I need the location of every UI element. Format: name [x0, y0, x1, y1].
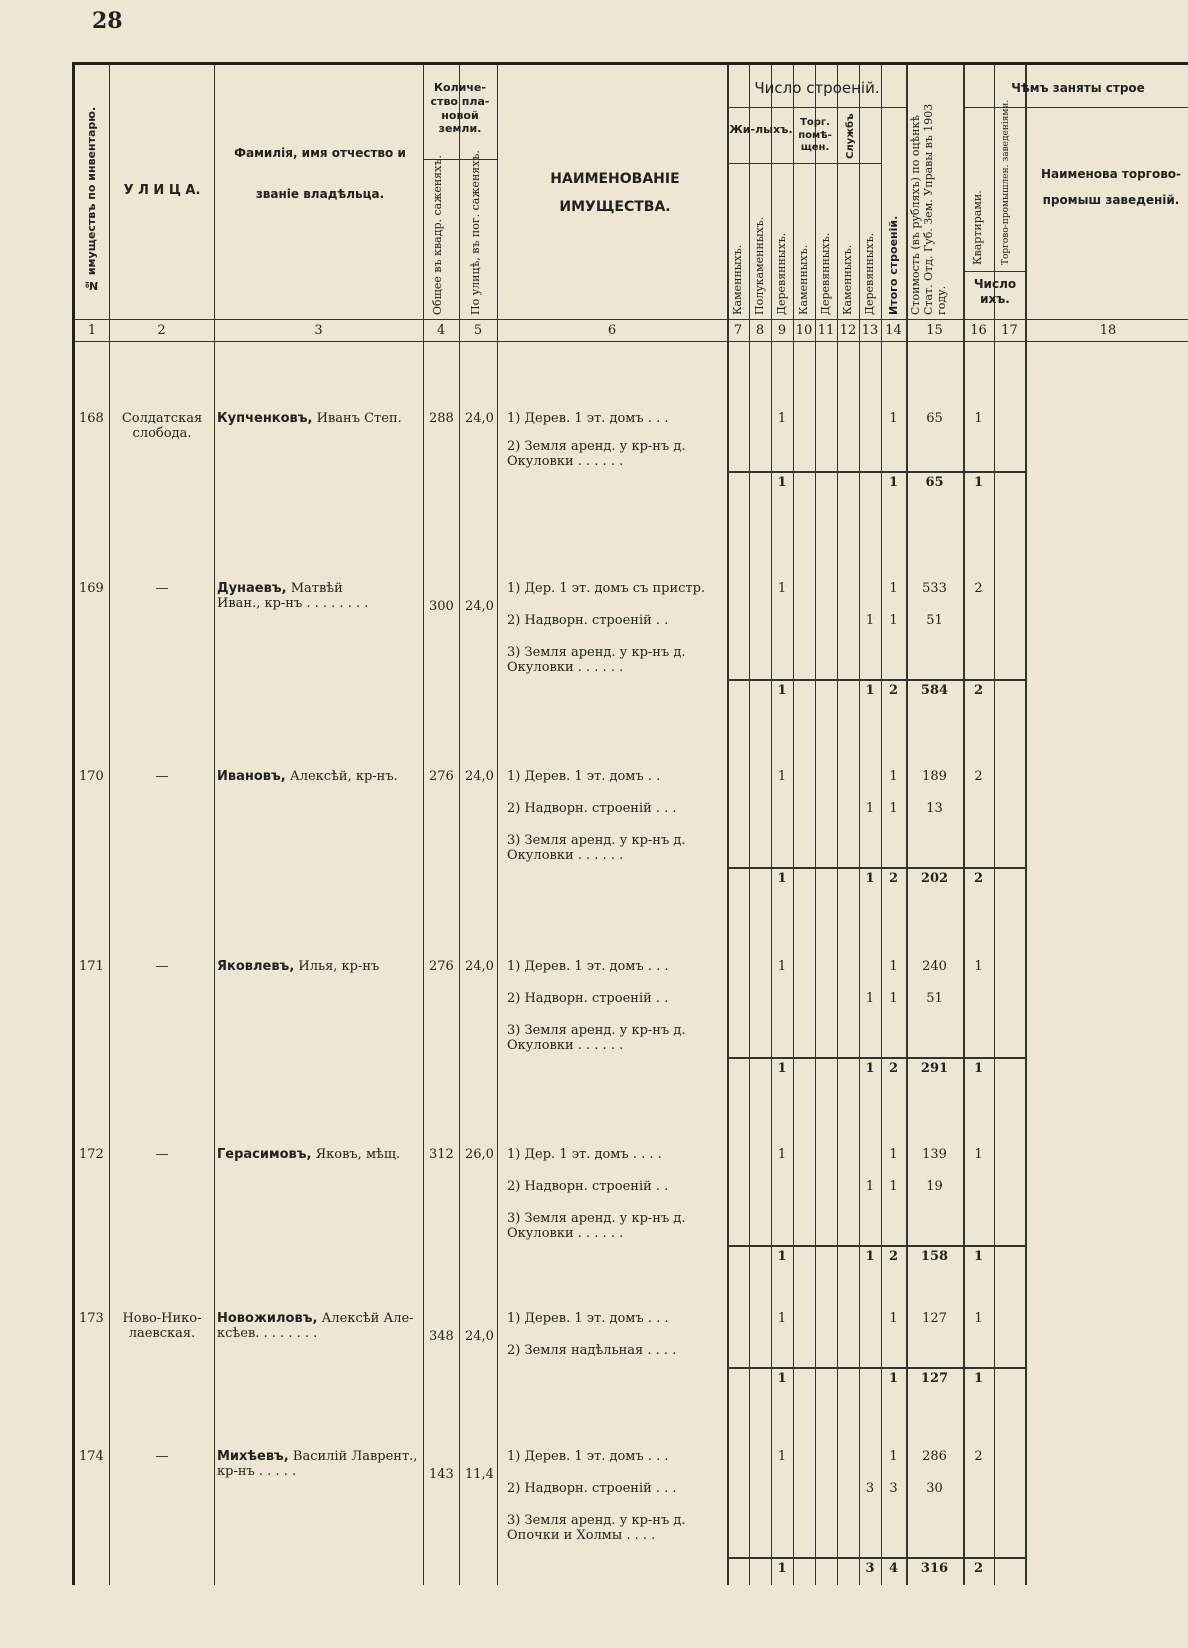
item-count: 2: [974, 769, 983, 784]
subtotal-rule: [727, 1057, 1027, 1059]
row-front: 24,0: [465, 599, 494, 614]
owner-name: Василій Лаврент., кр-нъ . . . . .: [217, 1449, 418, 1479]
item-value: 139: [922, 1147, 947, 1162]
item-value: 30: [926, 1481, 943, 1496]
col-rule: [459, 65, 460, 1585]
row-street: —: [155, 769, 169, 784]
owner-name: Матвѣй Иван., кр-нъ . . . . . . . .: [217, 581, 369, 611]
col-rule: [771, 65, 772, 1585]
item-count: 2: [974, 1449, 983, 1464]
item-value: 127: [922, 1311, 947, 1326]
item-count: 1: [974, 1311, 983, 1326]
col-number: 1: [87, 323, 97, 338]
header-inventory-number: № имуществъ по инвентарю.: [85, 106, 98, 292]
total-count: 2: [973, 683, 984, 698]
subtotal-rule: [727, 1557, 1027, 1559]
header-halfstone-res: Полукаменныхъ.: [753, 216, 766, 315]
item-wooden: 1: [777, 411, 787, 426]
col-rule: [109, 65, 110, 1585]
header-stone-service: Каменныхъ.: [841, 244, 854, 315]
row-front: 24,0: [465, 769, 494, 784]
item-wooden-service: 3: [865, 1481, 875, 1496]
row-number: 172: [79, 1147, 104, 1162]
col-number: 5: [473, 323, 483, 338]
header-rule: [75, 319, 1188, 320]
total-wooden: 1: [777, 1061, 787, 1076]
row-street: —: [155, 581, 169, 596]
subtotal-rule: [727, 867, 1027, 869]
item-wooden: 1: [777, 1147, 787, 1162]
header-stone-res: Каменныхъ.: [731, 244, 744, 315]
header-total-buildings: Итого строеній.: [887, 215, 900, 315]
header-rule: [727, 163, 881, 164]
row-street: —: [155, 1147, 169, 1162]
header-wooden-trade: Деревянныхъ.: [819, 232, 832, 315]
header-rule: [963, 271, 1025, 272]
col-number: 6: [607, 323, 617, 338]
row-area: 143: [429, 1467, 454, 1482]
item-text: 1) Дерев. 1 эт. домъ . . .: [507, 411, 669, 426]
row-area: 288: [429, 411, 454, 426]
item-value: 286: [922, 1449, 947, 1464]
item-total: 1: [889, 613, 898, 628]
owner-name: Алексѣй Але-ксѣев. . . . . . . .: [217, 1311, 414, 1341]
col-rule: [1025, 65, 1027, 1585]
col-number: 10: [795, 323, 813, 338]
item-value: 19: [926, 1179, 943, 1194]
total-buildings: 4: [888, 1561, 899, 1576]
col-number: 9: [777, 323, 787, 338]
col-number: 15: [926, 323, 943, 338]
total-wooden: 1: [777, 1249, 787, 1264]
total-buildings: 1: [888, 1371, 899, 1386]
total-buildings: 1: [888, 475, 899, 490]
header-value: Стоимость (въ рубляхъ) по оцѣнкѣ Стат. Отд. Губ. Зем. Управы въ 1903 году.: [909, 103, 948, 315]
item-text: 3) Земля аренд. у кр-нъ д. Окуловки . . . . . .: [507, 833, 686, 863]
total-wooden-service: 1: [865, 1061, 875, 1076]
item-total: 1: [889, 1311, 898, 1326]
row-front: 24,0: [465, 959, 494, 974]
total-buildings: 2: [888, 871, 899, 886]
total-value: 584: [920, 683, 949, 698]
owner-name: Иванъ Степ.: [316, 411, 402, 426]
item-wooden-service: 1: [865, 801, 875, 816]
header-property-name: НАИМЕНОВАНІЕ ИМУЩЕСТВА.: [550, 171, 680, 215]
row-front: 24,0: [465, 1329, 494, 1344]
subtotal-rule: [727, 471, 1027, 473]
item-text: 1) Дерев. 1 эт. домъ . . .: [507, 1449, 669, 1464]
owner-surname: Герасимовъ,: [217, 1147, 312, 1162]
item-text: 1) Дерев. 1 эт. домъ . . .: [507, 1311, 669, 1326]
header-buildings: Число строеній.: [754, 79, 880, 97]
col-number: 12: [839, 323, 857, 338]
row-front: 24,0: [465, 411, 494, 426]
header-trade-rooms: Торг. помѣ-щен.: [798, 117, 832, 153]
col-number: 16: [970, 323, 987, 338]
col-rule: [815, 65, 816, 1585]
col-rule: [859, 65, 860, 1585]
header-street-front: По улицѣ, въ пог. саженяхъ.: [469, 150, 482, 315]
total-wooden: 1: [777, 1371, 787, 1386]
owner-name: Илья, кр-нъ: [298, 959, 380, 974]
total-wooden: 1: [777, 1561, 787, 1576]
total-wooden-service: 3: [865, 1561, 875, 1576]
total-value: 291: [920, 1061, 949, 1076]
col-rule: [497, 65, 498, 1585]
total-value: 316: [920, 1561, 949, 1576]
col-number: 13: [861, 323, 879, 338]
header-land-quantity: Количе-ство пла-новой земли.: [430, 81, 490, 136]
header-rule: [963, 107, 1188, 108]
row-area: 276: [429, 769, 454, 784]
item-text: 3) Земля аренд. у кр-нъ д. Окуловки . . . . . .: [507, 1023, 686, 1053]
header-service: Службъ: [845, 113, 856, 159]
total-wooden-service: 1: [865, 1249, 875, 1264]
item-text: 2) Надворн. строеній . .: [507, 613, 669, 628]
header-trade-name: Наименова торгово-промыш заведеній.: [1040, 167, 1182, 208]
owner-name: Яковъ, мѣщ.: [315, 1147, 401, 1162]
total-count: 1: [973, 1061, 984, 1076]
total-wooden: 1: [777, 871, 787, 886]
header-rule: [727, 107, 906, 108]
header-wooden-service: Деревянныхъ.: [863, 232, 876, 315]
row-number: 170: [79, 769, 104, 784]
col-number: 18: [1099, 323, 1117, 338]
item-text: 1) Дер. 1 эт. домъ . . . .: [507, 1147, 662, 1162]
page-number: 28: [92, 8, 123, 34]
col-rule: [214, 65, 215, 1585]
col-rule: [749, 65, 750, 1585]
row-street: Ново-Нико-лаевская.: [122, 1311, 202, 1341]
header-stone-trade: Каменныхъ.: [797, 244, 810, 315]
header-rule: [75, 341, 1188, 342]
owner-surname: Яковлевъ,: [217, 959, 295, 974]
col-number: 11: [817, 323, 835, 338]
total-value: 202: [920, 871, 949, 886]
item-value: 51: [926, 613, 943, 628]
total-count: 2: [973, 1561, 984, 1576]
header-count: Число ихъ.: [973, 277, 1017, 306]
owner-surname: Новожиловъ,: [217, 1311, 318, 1326]
col-number: 2: [157, 323, 166, 338]
item-value: 240: [922, 959, 947, 974]
item-text: 3) Земля аренд. у кр-нъ д. Опочки и Холмы . . . .: [507, 1513, 686, 1543]
row-front: 11,4: [465, 1467, 494, 1482]
total-count: 2: [973, 871, 984, 886]
item-wooden-service: 1: [865, 991, 875, 1006]
item-text: 2) Земля надѣльная . . . .: [507, 1343, 677, 1358]
col-number: 4: [436, 323, 446, 338]
item-text: 2) Надворн. строеній . .: [507, 1179, 669, 1194]
col-rule: [793, 65, 794, 1585]
total-value: 65: [925, 475, 944, 490]
col-number: 8: [755, 323, 765, 338]
col-rule: [837, 65, 838, 1585]
owner-name: Алексѣй, кр-нъ.: [289, 769, 398, 784]
total-wooden: 1: [777, 683, 787, 698]
item-wooden: 1: [777, 1449, 787, 1464]
row-street: —: [155, 959, 169, 974]
col-rule: [906, 65, 908, 1585]
row-street: —: [155, 1449, 169, 1464]
item-total: 1: [889, 769, 898, 784]
item-total: 1: [889, 1147, 898, 1162]
item-value: 13: [926, 801, 943, 816]
total-count: 1: [973, 1371, 984, 1386]
item-text: 1) Дерев. 1 эт. домъ . .: [507, 769, 661, 784]
row-area: 276: [429, 959, 454, 974]
row-number: 169: [79, 581, 104, 596]
item-count: 1: [974, 1147, 983, 1162]
item-wooden: 1: [777, 1311, 787, 1326]
total-value: 127: [920, 1371, 949, 1386]
col-number: 17: [1001, 323, 1018, 338]
item-wooden-service: 1: [865, 1179, 875, 1194]
row-number: 168: [79, 411, 104, 426]
total-count: 1: [973, 1249, 984, 1264]
item-total: 1: [889, 581, 898, 596]
owner-surname: Дунаевъ,: [217, 581, 287, 596]
item-wooden: 1: [777, 581, 787, 596]
owner-surname: Ивановъ,: [217, 769, 286, 784]
item-text: 2) Надворн. строеній . . .: [507, 801, 677, 816]
row-area: 348: [429, 1329, 454, 1344]
row-number: 173: [79, 1311, 104, 1326]
item-value: 533: [922, 581, 947, 596]
item-count: 1: [974, 959, 983, 974]
total-wooden-service: 1: [865, 683, 875, 698]
total-buildings: 2: [888, 1249, 899, 1264]
item-text: 3) Земля аренд. у кр-нъ д. Окуловки . . . . . .: [507, 1211, 686, 1241]
row-street: Солдатская слобода.: [121, 411, 203, 441]
header-owner: Фамилія, имя отчество и званіе владѣльца.: [234, 146, 406, 201]
col-rule: [727, 65, 729, 1585]
row-area: 300: [429, 599, 454, 614]
inventory-table: [72, 62, 1188, 1585]
row-front: 26,0: [465, 1147, 494, 1162]
item-text: 1) Дер. 1 эт. домъ съ пристр.: [507, 581, 706, 596]
total-buildings: 2: [888, 683, 899, 698]
col-number: 7: [733, 323, 743, 338]
owner-surname: Купченковъ,: [217, 411, 313, 426]
total-wooden-service: 1: [865, 871, 875, 886]
item-wooden-service: 1: [865, 613, 875, 628]
owner-surname: Михѣевъ,: [217, 1449, 289, 1464]
item-total: 1: [889, 991, 898, 1006]
item-total: 1: [889, 959, 898, 974]
header-street: У Л И Ц А.: [123, 183, 201, 198]
item-count: 2: [974, 581, 983, 596]
col-number: 14: [885, 323, 902, 338]
item-total: 1: [889, 801, 898, 816]
row-number: 171: [79, 959, 104, 974]
subtotal-rule: [727, 679, 1027, 681]
item-value: 51: [926, 991, 943, 1006]
item-text: 1) Дерев. 1 эт. домъ . . .: [507, 959, 669, 974]
item-text: 3) Земля аренд. у кр-нъ д. Окуловки . . . . . .: [507, 645, 686, 675]
total-value: 158: [920, 1249, 949, 1264]
item-text: 2) Надворн. строеній . .: [507, 991, 669, 1006]
header-apartments: Квартирами.: [971, 190, 984, 265]
header-wooden-res: Деревянныхъ.: [775, 232, 788, 315]
item-total: 1: [889, 411, 898, 426]
total-count: 1: [973, 475, 984, 490]
item-total: 3: [889, 1481, 898, 1496]
item-text: 2) Надворн. строеній . . .: [507, 1481, 677, 1496]
header-trade-establishments: Торгово-промышлен. заведеніями.: [1001, 99, 1011, 265]
col-rule: [423, 65, 424, 1585]
total-wooden: 1: [777, 475, 787, 490]
header-residential: Жи-лыхъ.: [729, 123, 793, 136]
row-number: 174: [79, 1449, 104, 1464]
item-total: 1: [889, 1449, 898, 1464]
total-buildings: 2: [888, 1061, 899, 1076]
col-number: 3: [314, 323, 323, 338]
item-wooden: 1: [777, 959, 787, 974]
item-value: 189: [922, 769, 947, 784]
item-wooden: 1: [777, 769, 787, 784]
header-occupied: Чѣмъ заняты строе: [1011, 81, 1145, 95]
item-total: 1: [889, 1179, 898, 1194]
col-rule: [881, 65, 882, 1585]
header-area-total: Общее въ квадр. саженяхъ.: [431, 155, 444, 315]
item-value: 65: [926, 411, 943, 426]
subtotal-rule: [727, 1367, 1027, 1369]
row-area: 312: [429, 1147, 454, 1162]
item-text: 2) Земля аренд. у кр-нъ д. Окуловки . . . . . .: [507, 439, 686, 469]
subtotal-rule: [727, 1245, 1027, 1247]
item-count: 1: [974, 411, 983, 426]
